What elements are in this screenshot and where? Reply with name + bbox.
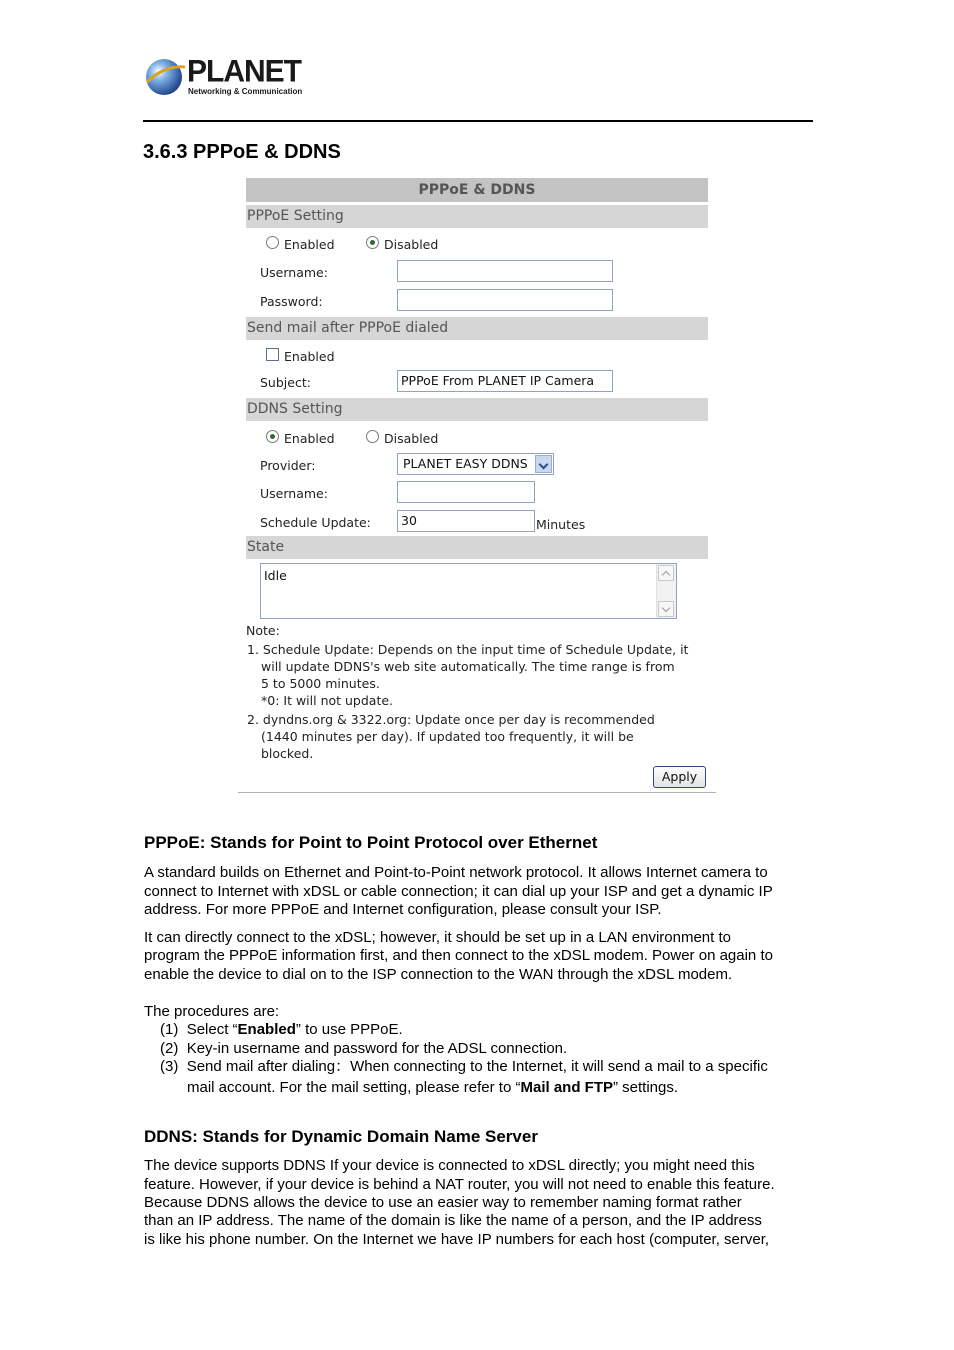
paragraph-line: feature. However, if your device is behind a NAT router, you will not need to enable this feature.: [144, 1176, 775, 1193]
note-line: 1. Schedule Update: Depends on the input time of Schedule Update, it: [247, 642, 689, 657]
paragraph-line: The device supports DDNS If your device is connected to xDSL directly; you might need this: [144, 1157, 755, 1174]
ddns-enabled-label: Enabled: [284, 431, 335, 446]
pppoe-password-input[interactable]: [397, 289, 613, 311]
procedures-intro: The procedures are:: [144, 1003, 280, 1020]
send-mail-enabled-label: Enabled: [284, 349, 335, 364]
panel-title: PPPoE & DDNS: [246, 178, 708, 202]
pppoe-disabled-label: Disabled: [384, 237, 439, 252]
pppoe-enabled-radio[interactable]: [266, 236, 279, 249]
note-line: 5 to 5000 minutes.: [261, 676, 380, 691]
ddns-setting-heading: DDNS Setting: [246, 398, 708, 421]
state-textarea[interactable]: [260, 563, 677, 619]
paragraph-line: A standard builds on Ethernet and Point-to-Point network protocol. It allows Internet camera to: [144, 864, 768, 881]
step-item: [160, 1040, 567, 1059]
state-heading: State: [246, 536, 708, 559]
logo-wordmark: PLANET: [187, 54, 301, 89]
step-text-after: ” settings.: [613, 1079, 679, 1096]
provider-selected-value: PLANET EASY DDNS: [403, 456, 528, 471]
subject-label: Subject:: [260, 375, 311, 390]
note-line: *0: It will not update.: [261, 693, 394, 708]
note-line: blocked.: [261, 746, 314, 761]
chevron-down-icon[interactable]: [535, 455, 552, 473]
note-line: will update DDNS's web site automatically. The time range is from: [261, 659, 675, 674]
step-bold-text: Mail and FTP: [520, 1079, 613, 1096]
step-item: [160, 1058, 768, 1077]
state-scrollbar[interactable]: [656, 564, 676, 618]
ddns-heading: DDNS: Stands for Dynamic Domain Name Server: [144, 1127, 538, 1146]
paragraph-line: Because DDNS allows the device to use an easier way to remember naming format rather: [144, 1194, 742, 1211]
pppoe-ddns-panel: [238, 178, 716, 793]
step-text: mail account. For the mail setting, please refer to “: [187, 1079, 521, 1096]
ddns-username-input[interactable]: [397, 481, 535, 503]
ddns-enabled-radio[interactable]: [266, 430, 279, 443]
provider-label: Provider:: [260, 458, 316, 473]
scroll-down-icon[interactable]: [658, 601, 674, 617]
header-divider: [143, 120, 813, 122]
step-text: Send mail after dialing：When connecting to the Internet, it will send a mail to a specific: [186, 1058, 768, 1075]
step-text-after: ” to use PPPoE.: [295, 1021, 403, 1038]
step-bold-text: Enabled: [237, 1021, 296, 1038]
note-line: (1440 minutes per day). If updated too frequently, it will be: [261, 729, 634, 744]
paragraph-line: enable the device to dial on to the ISP connection to the WAN through the xDSL modem.: [144, 966, 733, 983]
send-mail-heading: Send mail after PPPoE dialed: [246, 317, 708, 340]
step-number: (1): [160, 1021, 179, 1038]
step-item-continuation: [187, 1079, 678, 1098]
paragraph-line: connect to Internet with xDSL or cable connection; it can dial up your ISP and get a dynamic IP: [144, 883, 773, 900]
schedule-update-label: Schedule Update:: [260, 515, 371, 530]
pppoe-setting-heading: PPPoE Setting: [246, 205, 708, 228]
step-text: Select “: [186, 1021, 238, 1038]
ddns-disabled-radio[interactable]: [366, 430, 379, 443]
pppoe-username-label: Username:: [260, 265, 328, 280]
send-mail-enabled-checkbox[interactable]: [266, 348, 279, 361]
ddns-disabled-label: Disabled: [384, 431, 439, 446]
schedule-update-input[interactable]: 30: [397, 510, 535, 532]
step-item: [160, 1021, 403, 1040]
state-value: Idle: [264, 568, 287, 583]
paragraph-line: is like his phone number. On the Internet we have IP numbers for each host (computer, server,: [144, 1231, 770, 1248]
apply-button[interactable]: Apply: [653, 766, 706, 788]
pppoe-enabled-label: Enabled: [284, 237, 335, 252]
planet-logo-globe-icon: [143, 55, 187, 99]
subject-input[interactable]: PPPoE From PLANET IP Camera: [397, 370, 613, 392]
logo-tagline: Networking & Communication: [188, 87, 303, 96]
provider-select[interactable]: [397, 453, 554, 475]
pppoe-disabled-radio[interactable]: [366, 236, 379, 249]
step-number: (3): [160, 1058, 179, 1075]
pppoe-password-label: Password:: [260, 294, 323, 309]
step-number: (2): [160, 1040, 179, 1057]
pppoe-heading: PPPoE: Stands for Point to Point Protocol over Ethernet: [144, 833, 598, 852]
scroll-up-icon[interactable]: [658, 565, 674, 581]
pppoe-username-input[interactable]: [397, 260, 613, 282]
paragraph-line: It can directly connect to the xDSL; however, it should be set up in a LAN environment to: [144, 929, 731, 946]
section-title: 3.6.3 PPPoE & DDNS: [143, 141, 341, 163]
paragraph-line: program the PPPoE information first, and then connect to the xDSL modem. Power on again to: [144, 947, 773, 964]
paragraph-line: than an IP address. The name of the domain is like the name of a person, and the IP address: [144, 1212, 762, 1229]
step-text: Key-in username and password for the ADSL connection.: [186, 1040, 568, 1057]
note-line: 2. dyndns.org & 3322.org: Update once per day is recommended: [247, 712, 655, 727]
note-title: Note:: [246, 623, 280, 638]
schedule-unit-label: Minutes: [536, 517, 586, 532]
paragraph-line: address. For more PPPoE and Internet configuration, please consult your ISP.: [144, 901, 662, 918]
ddns-username-label: Username:: [260, 486, 328, 501]
